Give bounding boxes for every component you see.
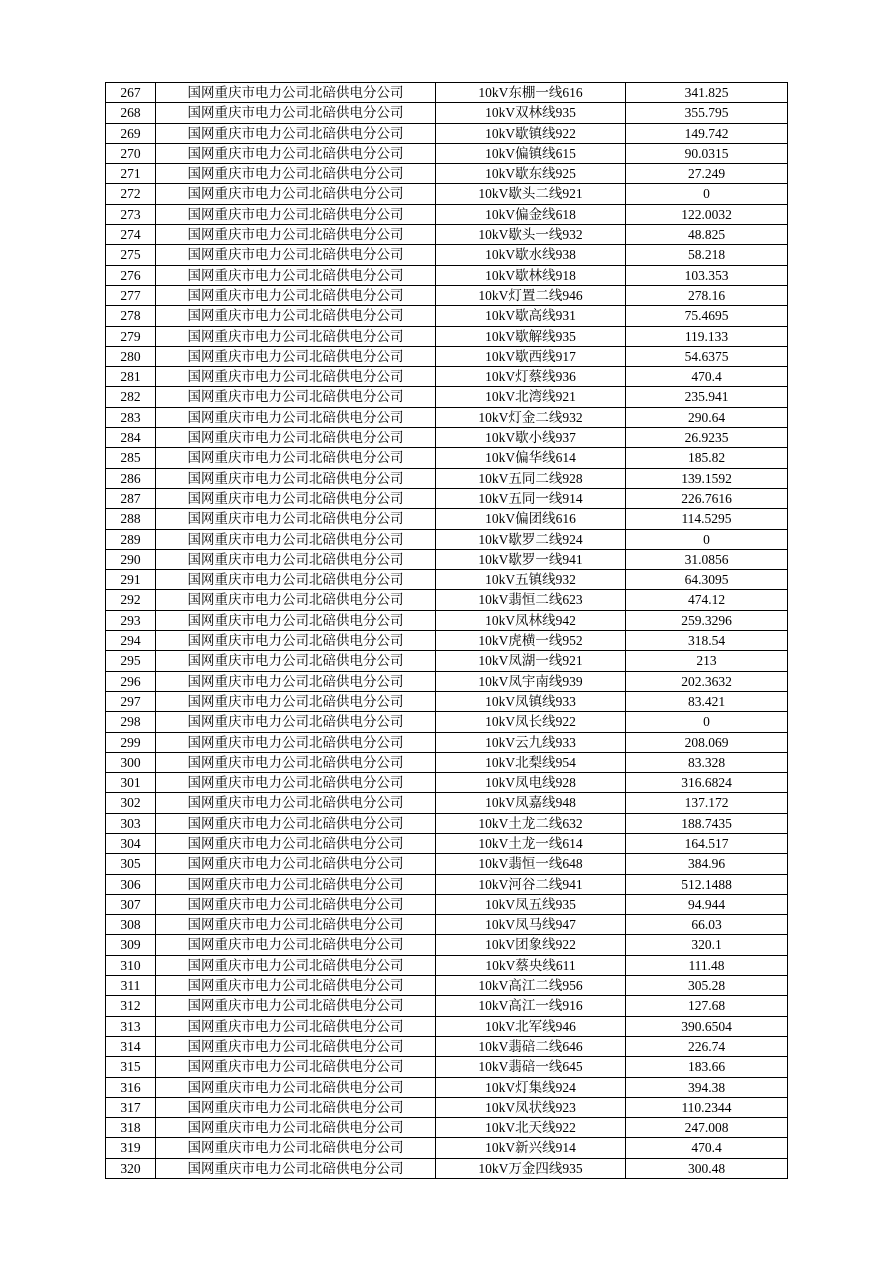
cell-company: 国网重庆市电力公司北碚供电分公司 [156,204,436,224]
cell-line-name: 10kV翡碚二线646 [436,1036,626,1056]
cell-value: 31.0856 [626,549,788,569]
cell-value: 208.069 [626,732,788,752]
cell-line-name: 10kV凤长线922 [436,712,626,732]
cell-value: 355.795 [626,103,788,123]
table-row [106,103,788,123]
cell-company: 国网重庆市电力公司北碚供电分公司 [156,671,436,691]
table-row [106,407,788,427]
cell-value: 75.4695 [626,306,788,326]
cell-line-name: 10kV偏华线614 [436,448,626,468]
cell-company: 国网重庆市电力公司北碚供电分公司 [156,732,436,752]
cell-company: 国网重庆市电力公司北碚供电分公司 [156,955,436,975]
cell-value: 114.5295 [626,509,788,529]
table-row [106,123,788,143]
cell-value: 27.249 [626,164,788,184]
cell-row-number: 274 [106,225,156,245]
cell-row-number: 279 [106,326,156,346]
table-row [106,955,788,975]
table-body [106,83,788,1179]
cell-company: 国网重庆市电力公司北碚供电分公司 [156,976,436,996]
cell-row-number: 310 [106,955,156,975]
table-row [106,1077,788,1097]
cell-row-number: 268 [106,103,156,123]
table-row [106,468,788,488]
table-row [106,874,788,894]
cell-company: 国网重庆市电力公司北碚供电分公司 [156,184,436,204]
cell-line-name: 10kV团象线922 [436,935,626,955]
cell-company: 国网重庆市电力公司北碚供电分公司 [156,813,436,833]
cell-row-number: 297 [106,691,156,711]
cell-value: 474.12 [626,590,788,610]
cell-company: 国网重庆市电力公司北碚供电分公司 [156,245,436,265]
cell-value: 320.1 [626,935,788,955]
power-line-table [105,82,788,1179]
cell-company: 国网重庆市电力公司北碚供电分公司 [156,164,436,184]
cell-value: 259.3296 [626,610,788,630]
table-row [106,387,788,407]
table-row [106,367,788,387]
cell-company: 国网重庆市电力公司北碚供电分公司 [156,1016,436,1036]
cell-company: 国网重庆市电力公司北碚供电分公司 [156,854,436,874]
table-row [106,732,788,752]
cell-company: 国网重庆市电力公司北碚供电分公司 [156,346,436,366]
cell-line-name: 10kV河谷二线941 [436,874,626,894]
cell-line-name: 10kV灯集线924 [436,1077,626,1097]
cell-company: 国网重庆市电力公司北碚供电分公司 [156,83,436,103]
cell-line-name: 10kV歇西线917 [436,346,626,366]
cell-value: 305.28 [626,976,788,996]
cell-value: 202.3632 [626,671,788,691]
cell-company: 国网重庆市电力公司北碚供电分公司 [156,225,436,245]
table-row [106,610,788,630]
table-row [106,1057,788,1077]
cell-value: 26.9235 [626,428,788,448]
cell-row-number: 289 [106,529,156,549]
cell-line-name: 10kV歇罗一线941 [436,549,626,569]
cell-row-number: 272 [106,184,156,204]
cell-row-number: 320 [106,1158,156,1178]
cell-line-name: 10kV歇解线935 [436,326,626,346]
table-row [106,509,788,529]
table-row [106,1097,788,1117]
cell-line-name: 10kV歇水线938 [436,245,626,265]
cell-row-number: 312 [106,996,156,1016]
cell-value: 54.6375 [626,346,788,366]
cell-company: 国网重庆市电力公司北碚供电分公司 [156,143,436,163]
cell-company: 国网重庆市电力公司北碚供电分公司 [156,691,436,711]
cell-company: 国网重庆市电力公司北碚供电分公司 [156,549,436,569]
cell-value: 188.7435 [626,813,788,833]
cell-value: 127.68 [626,996,788,1016]
cell-line-name: 10kV高江二线956 [436,976,626,996]
cell-row-number: 304 [106,833,156,853]
cell-value: 185.82 [626,448,788,468]
cell-company: 国网重庆市电力公司北碚供电分公司 [156,468,436,488]
cell-line-name: 10kV凤镇线933 [436,691,626,711]
cell-row-number: 287 [106,488,156,508]
cell-company: 国网重庆市电力公司北碚供电分公司 [156,1158,436,1178]
cell-line-name: 10kV灯金二线932 [436,407,626,427]
cell-value: 83.328 [626,752,788,772]
cell-value: 0 [626,712,788,732]
cell-company: 国网重庆市电力公司北碚供电分公司 [156,793,436,813]
table-row [106,1118,788,1138]
cell-value: 183.66 [626,1057,788,1077]
cell-line-name: 10kV蔡央线611 [436,955,626,975]
table-row [106,570,788,590]
cell-row-number: 305 [106,854,156,874]
cell-row-number: 303 [106,813,156,833]
cell-line-name: 10kV凤嘉线948 [436,793,626,813]
cell-row-number: 269 [106,123,156,143]
cell-row-number: 281 [106,367,156,387]
cell-row-number: 278 [106,306,156,326]
cell-row-number: 311 [106,976,156,996]
cell-value: 110.2344 [626,1097,788,1117]
cell-company: 国网重庆市电力公司北碚供电分公司 [156,407,436,427]
cell-line-name: 10kV双林线935 [436,103,626,123]
table-row [106,428,788,448]
cell-row-number: 318 [106,1118,156,1138]
cell-row-number: 280 [106,346,156,366]
cell-value: 470.4 [626,367,788,387]
cell-row-number: 302 [106,793,156,813]
cell-value: 58.218 [626,245,788,265]
cell-row-number: 315 [106,1057,156,1077]
cell-row-number: 317 [106,1097,156,1117]
cell-row-number: 271 [106,164,156,184]
cell-company: 国网重庆市电力公司北碚供电分公司 [156,773,436,793]
cell-value: 90.0315 [626,143,788,163]
cell-value: 512.1488 [626,874,788,894]
cell-company: 国网重庆市电力公司北碚供电分公司 [156,935,436,955]
cell-company: 国网重庆市电力公司北碚供电分公司 [156,651,436,671]
cell-line-name: 10kV翡恒二线623 [436,590,626,610]
cell-line-name: 10kV北梨线954 [436,752,626,772]
cell-company: 国网重庆市电力公司北碚供电分公司 [156,1077,436,1097]
cell-value: 119.133 [626,326,788,346]
table-row [106,529,788,549]
cell-row-number: 316 [106,1077,156,1097]
cell-company: 国网重庆市电力公司北碚供电分公司 [156,448,436,468]
cell-company: 国网重庆市电力公司北碚供电分公司 [156,103,436,123]
table-row [106,651,788,671]
cell-line-name: 10kV灯置二线946 [436,285,626,305]
cell-company: 国网重庆市电力公司北碚供电分公司 [156,306,436,326]
cell-value: 0 [626,184,788,204]
table-row [106,590,788,610]
table-row [106,894,788,914]
table-row [106,1036,788,1056]
cell-line-name: 10kV歇罗二线924 [436,529,626,549]
cell-company: 国网重庆市电力公司北碚供电分公司 [156,285,436,305]
cell-value: 384.96 [626,854,788,874]
cell-row-number: 283 [106,407,156,427]
cell-company: 国网重庆市电力公司北碚供电分公司 [156,570,436,590]
cell-company: 国网重庆市电力公司北碚供电分公司 [156,894,436,914]
cell-row-number: 282 [106,387,156,407]
cell-line-name: 10kV歇头一线932 [436,225,626,245]
cell-row-number: 299 [106,732,156,752]
cell-line-name: 10kV歇小线937 [436,428,626,448]
table-row [106,306,788,326]
table-row [106,671,788,691]
cell-company: 国网重庆市电力公司北碚供电分公司 [156,387,436,407]
cell-line-name: 10kV歇镇线922 [436,123,626,143]
cell-value: 390.6504 [626,1016,788,1036]
table-row [106,712,788,732]
cell-company: 国网重庆市电力公司北碚供电分公司 [156,1138,436,1158]
table-row [106,143,788,163]
cell-company: 国网重庆市电力公司北碚供电分公司 [156,509,436,529]
cell-line-name: 10kV凤马线947 [436,915,626,935]
table-row [106,488,788,508]
cell-value: 290.64 [626,407,788,427]
cell-line-name: 10kV凤林线942 [436,610,626,630]
cell-row-number: 267 [106,83,156,103]
table-row [106,1138,788,1158]
cell-line-name: 10kV凤电线928 [436,773,626,793]
cell-company: 国网重庆市电力公司北碚供电分公司 [156,996,436,1016]
cell-row-number: 291 [106,570,156,590]
cell-row-number: 295 [106,651,156,671]
table-row [106,752,788,772]
cell-line-name: 10kV偏团线616 [436,509,626,529]
table-row [106,285,788,305]
cell-line-name: 10kV翡碚一线645 [436,1057,626,1077]
cell-value: 0 [626,529,788,549]
cell-value: 149.742 [626,123,788,143]
table-row [106,915,788,935]
cell-row-number: 300 [106,752,156,772]
cell-value: 111.48 [626,955,788,975]
cell-company: 国网重庆市电力公司北碚供电分公司 [156,529,436,549]
cell-row-number: 294 [106,631,156,651]
table-row [106,833,788,853]
cell-line-name: 10kV土龙二线632 [436,813,626,833]
cell-line-name: 10kV万金四线935 [436,1158,626,1178]
cell-company: 国网重庆市电力公司北碚供电分公司 [156,915,436,935]
cell-line-name: 10kV新兴线914 [436,1138,626,1158]
cell-line-name: 10kV凤状线923 [436,1097,626,1117]
table-row [106,976,788,996]
cell-row-number: 308 [106,915,156,935]
cell-line-name: 10kV翡恒一线648 [436,854,626,874]
table-row [106,225,788,245]
cell-value: 83.421 [626,691,788,711]
cell-value: 235.941 [626,387,788,407]
cell-company: 国网重庆市电力公司北碚供电分公司 [156,874,436,894]
cell-row-number: 288 [106,509,156,529]
cell-row-number: 270 [106,143,156,163]
cell-row-number: 296 [106,671,156,691]
cell-row-number: 286 [106,468,156,488]
cell-company: 国网重庆市电力公司北碚供电分公司 [156,367,436,387]
cell-value: 318.54 [626,631,788,651]
cell-line-name: 10kV东棚一线616 [436,83,626,103]
cell-value: 316.6824 [626,773,788,793]
table-row [106,326,788,346]
cell-row-number: 273 [106,204,156,224]
cell-line-name: 10kV凤五线935 [436,894,626,914]
table-row [106,691,788,711]
cell-line-name: 10kV歇林线918 [436,265,626,285]
cell-value: 226.74 [626,1036,788,1056]
table-row [106,83,788,103]
cell-row-number: 313 [106,1016,156,1036]
cell-value: 226.7616 [626,488,788,508]
cell-line-name: 10kV凤湖一线921 [436,651,626,671]
cell-line-name: 10kV北军线946 [436,1016,626,1036]
table-row [106,935,788,955]
cell-value: 300.48 [626,1158,788,1178]
cell-row-number: 306 [106,874,156,894]
cell-value: 394.38 [626,1077,788,1097]
cell-company: 国网重庆市电力公司北碚供电分公司 [156,428,436,448]
cell-line-name: 10kV北湾线921 [436,387,626,407]
cell-line-name: 10kV土龙一线614 [436,833,626,853]
cell-value: 48.825 [626,225,788,245]
table-row [106,996,788,1016]
cell-value: 137.172 [626,793,788,813]
table-row [106,448,788,468]
table-row [106,265,788,285]
cell-line-name: 10kV灯蔡线936 [436,367,626,387]
cell-value: 103.353 [626,265,788,285]
cell-row-number: 298 [106,712,156,732]
cell-line-name: 10kV偏镇线615 [436,143,626,163]
table-row [106,813,788,833]
cell-value: 64.3095 [626,570,788,590]
cell-row-number: 285 [106,448,156,468]
table-row [106,793,788,813]
table-row [106,631,788,651]
cell-line-name: 10kV高江一线916 [436,996,626,1016]
table-row [106,854,788,874]
cell-company: 国网重庆市电力公司北碚供电分公司 [156,590,436,610]
cell-row-number: 276 [106,265,156,285]
cell-value: 164.517 [626,833,788,853]
cell-row-number: 277 [106,285,156,305]
cell-row-number: 275 [106,245,156,265]
cell-value: 470.4 [626,1138,788,1158]
cell-value: 341.825 [626,83,788,103]
table-row [106,346,788,366]
cell-row-number: 290 [106,549,156,569]
table-row [106,245,788,265]
cell-company: 国网重庆市电力公司北碚供电分公司 [156,1118,436,1138]
cell-line-name: 10kV歇东线925 [436,164,626,184]
cell-company: 国网重庆市电力公司北碚供电分公司 [156,752,436,772]
cell-row-number: 309 [106,935,156,955]
cell-value: 139.1592 [626,468,788,488]
cell-line-name: 10kV歇高线931 [436,306,626,326]
cell-company: 国网重庆市电力公司北碚供电分公司 [156,1097,436,1117]
cell-value: 278.16 [626,285,788,305]
cell-line-name: 10kV五同二线928 [436,468,626,488]
cell-row-number: 319 [106,1138,156,1158]
cell-row-number: 284 [106,428,156,448]
cell-row-number: 301 [106,773,156,793]
cell-row-number: 307 [106,894,156,914]
cell-row-number: 292 [106,590,156,610]
cell-line-name: 10kV北天线922 [436,1118,626,1138]
table-row [106,1016,788,1036]
cell-value: 247.008 [626,1118,788,1138]
cell-company: 国网重庆市电力公司北碚供电分公司 [156,123,436,143]
cell-company: 国网重庆市电力公司北碚供电分公司 [156,712,436,732]
cell-company: 国网重庆市电力公司北碚供电分公司 [156,833,436,853]
table-row [106,164,788,184]
cell-value: 213 [626,651,788,671]
cell-company: 国网重庆市电力公司北碚供电分公司 [156,610,436,630]
cell-line-name: 10kV凤宇南线939 [436,671,626,691]
cell-row-number: 293 [106,610,156,630]
table-row [106,204,788,224]
cell-line-name: 10kV五同一线914 [436,488,626,508]
cell-company: 国网重庆市电力公司北碚供电分公司 [156,326,436,346]
table-row [106,773,788,793]
cell-line-name: 10kV云九线933 [436,732,626,752]
cell-line-name: 10kV偏金线618 [436,204,626,224]
cell-company: 国网重庆市电力公司北碚供电分公司 [156,488,436,508]
cell-value: 66.03 [626,915,788,935]
cell-value: 122.0032 [626,204,788,224]
table-row [106,1158,788,1178]
cell-line-name: 10kV歇头二线921 [436,184,626,204]
table-row [106,184,788,204]
table-row [106,549,788,569]
cell-line-name: 10kV虎横一线952 [436,631,626,651]
cell-company: 国网重庆市电力公司北碚供电分公司 [156,265,436,285]
cell-line-name: 10kV五镇线932 [436,570,626,590]
cell-company: 国网重庆市电力公司北碚供电分公司 [156,631,436,651]
cell-company: 国网重庆市电力公司北碚供电分公司 [156,1036,436,1056]
cell-value: 94.944 [626,894,788,914]
cell-company: 国网重庆市电力公司北碚供电分公司 [156,1057,436,1077]
cell-row-number: 314 [106,1036,156,1056]
